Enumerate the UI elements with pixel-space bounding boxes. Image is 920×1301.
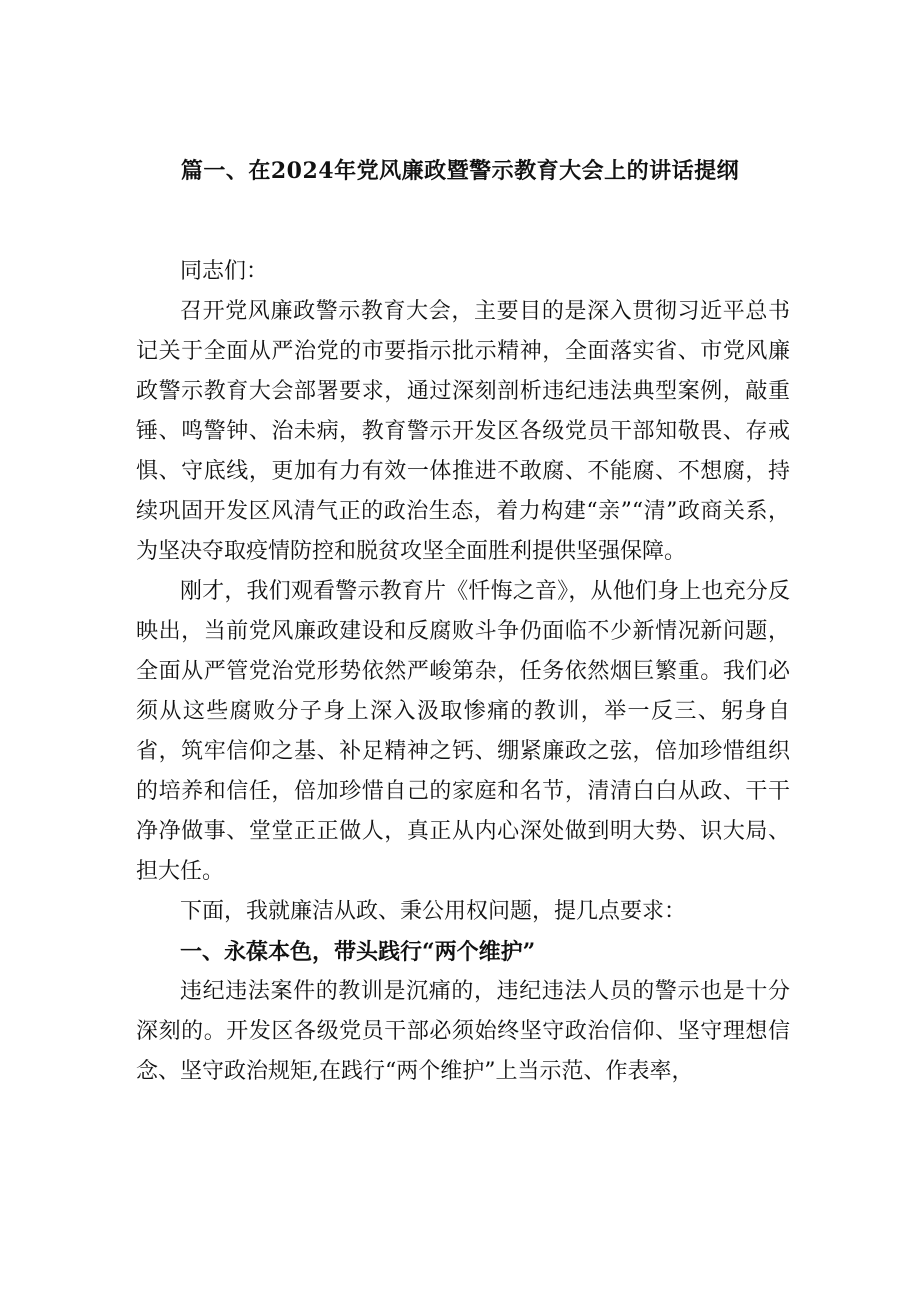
section-heading: 一、永葆本色，带头践行“两个维护” bbox=[180, 939, 536, 965]
greeting: 同志们： bbox=[180, 259, 269, 284]
paragraph-2: 刚才，我们观看警示教育片《忏悔之音》，从他们身上也充分反映出，当前党风廉政建设和反腐败斗争仍面临不少新情况新问题，全面从严管党治党形势依然严峻第杂，任务依然烟巨繁重。我们必须从这些腐败分子身上深入汲取惨痛的教训，举一反三、躬身自省，筑牢信仰之基、补足精神之钙、绷紧廉政之弦，倍加珍惜组织的培养和信任，倍加珍惜自己的家庭和名节，清清白白从政、干干净净做事、堂堂正正做人，真正从内心深处做到明大势、识大局、担大任。 bbox=[136, 579, 790, 884]
paragraph-1: 召开党风廉政警示教育大会，主要目的是深入贯彻习近平总书记关于全面从严治党的市要指示批示精神，全面落实省、市党风廉政警示教育大会部署要求，通过深刻剖析违纪违法典型案例，敲重锤、鸣警钟、治未病，教育警示开发区各级党员干部知敬畏、存戒惧、守底线，更加有力有效一体推进不敢腐、不能腐、不想腐，持续巩固开发区风清气正的政治生态，着力构建“亲”“清”政商关系，为坚决夺取疫情防控和脱贫攻坚全面胜利提供坚强保障。 bbox=[136, 299, 790, 564]
section-paragraph: 违纪违法案件的教训是沉痛的，违纪违法人员的警示也是十分深刻的。开发区各级党员干部必须始终坚守政治信仰、坚守理想信念、坚守政治规矩,在践行“两个维护”上当示范、作表率， bbox=[136, 979, 790, 1084]
paragraph-3: 下面，我就廉洁从政、秉公用权问题，提几点要求： bbox=[180, 899, 687, 924]
document-body bbox=[136, 252, 790, 1092]
document-title: 篇一、在2024年党风廉政暨警示教育大会上的讲话提纲 bbox=[180, 158, 740, 184]
